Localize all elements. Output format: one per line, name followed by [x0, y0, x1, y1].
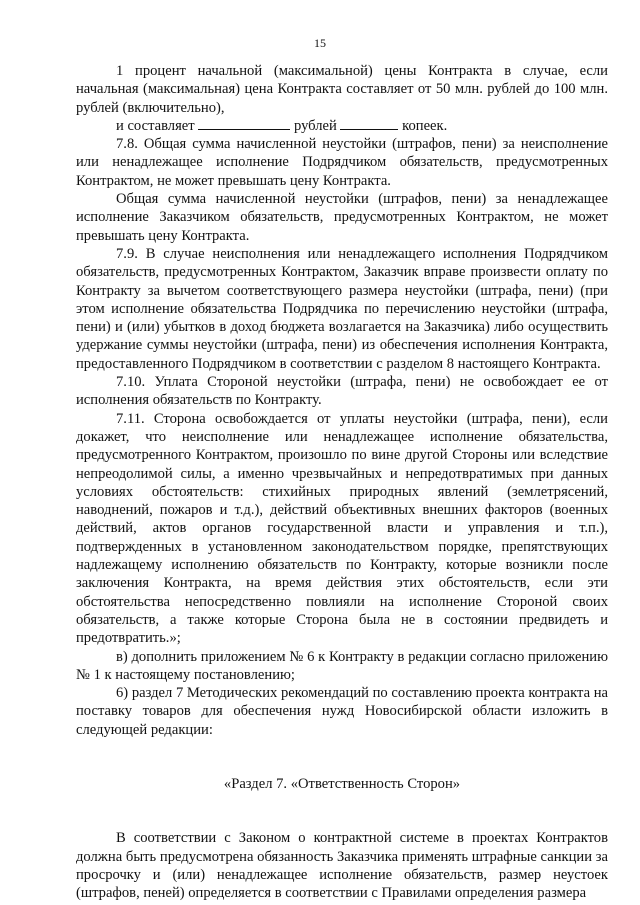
paragraph-7-11: 7.11. Сторона освобождается от уплаты неустойки (штрафа, пени), если докажет, что неисполнение или ненадлежащее исполнение обязательства, предусмотренного Контрактом, произошло по вине другой Стороны или вследствие непреодолимой силы, а именно чрезвычайных и непредотвратимых при данных условиях обстоятельств: стихийных природных явлений (землетрясений, наводнений, пожаров и т.д.), действий объективных внешних факторов (военных действий, актов органов государственной власти и управления и т.п.), подтвержденных в установленном законодательством порядке, препятствующих надлежащему исполнению обязательств по Контракту, которые возникли после заключения Контракта, на время действия этих обстоятельств, если эти обстоятельства непосредственно повлияли на исполнение Стороной своих обязательств, а также которые Сторона была не в состоянии предвидеть и предотвратить.»;: [76, 410, 608, 647]
amount-prefix: и составляет: [116, 117, 195, 134]
paragraph-item-v: в) дополнить приложением № 6 к Контракту в редакции согласно приложению № 1 к настоящему постановлению;: [76, 648, 608, 683]
amount-rubles-label: рублей: [293, 117, 337, 134]
page-number: 15: [314, 36, 326, 50]
paragraph-7-9: 7.9. В случае неисполнения или ненадлежащего исполнения Подрядчиком обязательств, предусмотренных Контрактом, Заказчик вправе произвести оплату по Контракту за вычетом соответствующего размера неустойки (штрафа, пени) (при этом исполнение обязательства Подрядчика по перечислению неустойки (штрафа, пени) и (или) убытков в доход бюджета возлагается на Заказчика) либо осуществить удержание суммы неустойки (штрафа, пени) из обеспечения исполнения Контракта, предоставленного Подрядчиком в соответствии с разделом 8 настоящего Контракта.: [76, 245, 608, 372]
paragraph-7-8-customer: Общая сумма начисленной неустойки (штрафов, пени) за ненадлежащее исполнение Заказчиком обязательств, предусмотренных Контрактом, не может превышать цену Контракта.: [76, 191, 608, 244]
section-heading: «Раздел 7. «Ответственность Сторон»: [223, 775, 461, 792]
paragraph-penalty-percent: 1 процент начальной (максимальной) цены Контракта в случае, если начальная (максимальная) цена Контракта составляет от 50 млн. рублей до 100 млн. рублей (включительно),: [76, 63, 608, 116]
paragraph-section-7-intro: В соответствии с Законом о контрактной системе в проектах Контрактов должна быть предусмотрена обязанность Заказчика применять штрафные санкции за просрочку и (или) ненадлежащее исполнение обязательств, размер неустоек (штрафов, пеней) определяется в соответствии с Правилами определения размера: [76, 830, 608, 902]
rubles-blank-field: [198, 117, 290, 130]
amount-kopecks-label: копеек.: [402, 117, 448, 134]
paragraph-7-8: 7.8. Общая сумма начисленной неустойки (штрафов, пени) за неисполнение или ненадлежащее исполнение Подрядчиком обязательств, предусмотренных Контрактом, не может превышать цену Контракта.: [76, 136, 608, 189]
paragraph-amount-line: [76, 117, 608, 135]
paragraph-7-10: 7.10. Уплата Стороной неустойки (штрафа, пени) не освобождает ее от исполнения обязательств по Контракту.: [76, 374, 608, 409]
document-body: [76, 62, 608, 902]
kopecks-blank-field: [340, 117, 398, 130]
paragraph-item-6: 6) раздел 7 Методических рекомендаций по составлению проекта контракта на поставку товаров для обеспечения нужд Новосибирской области изложить в следующей редакции:: [76, 685, 608, 738]
